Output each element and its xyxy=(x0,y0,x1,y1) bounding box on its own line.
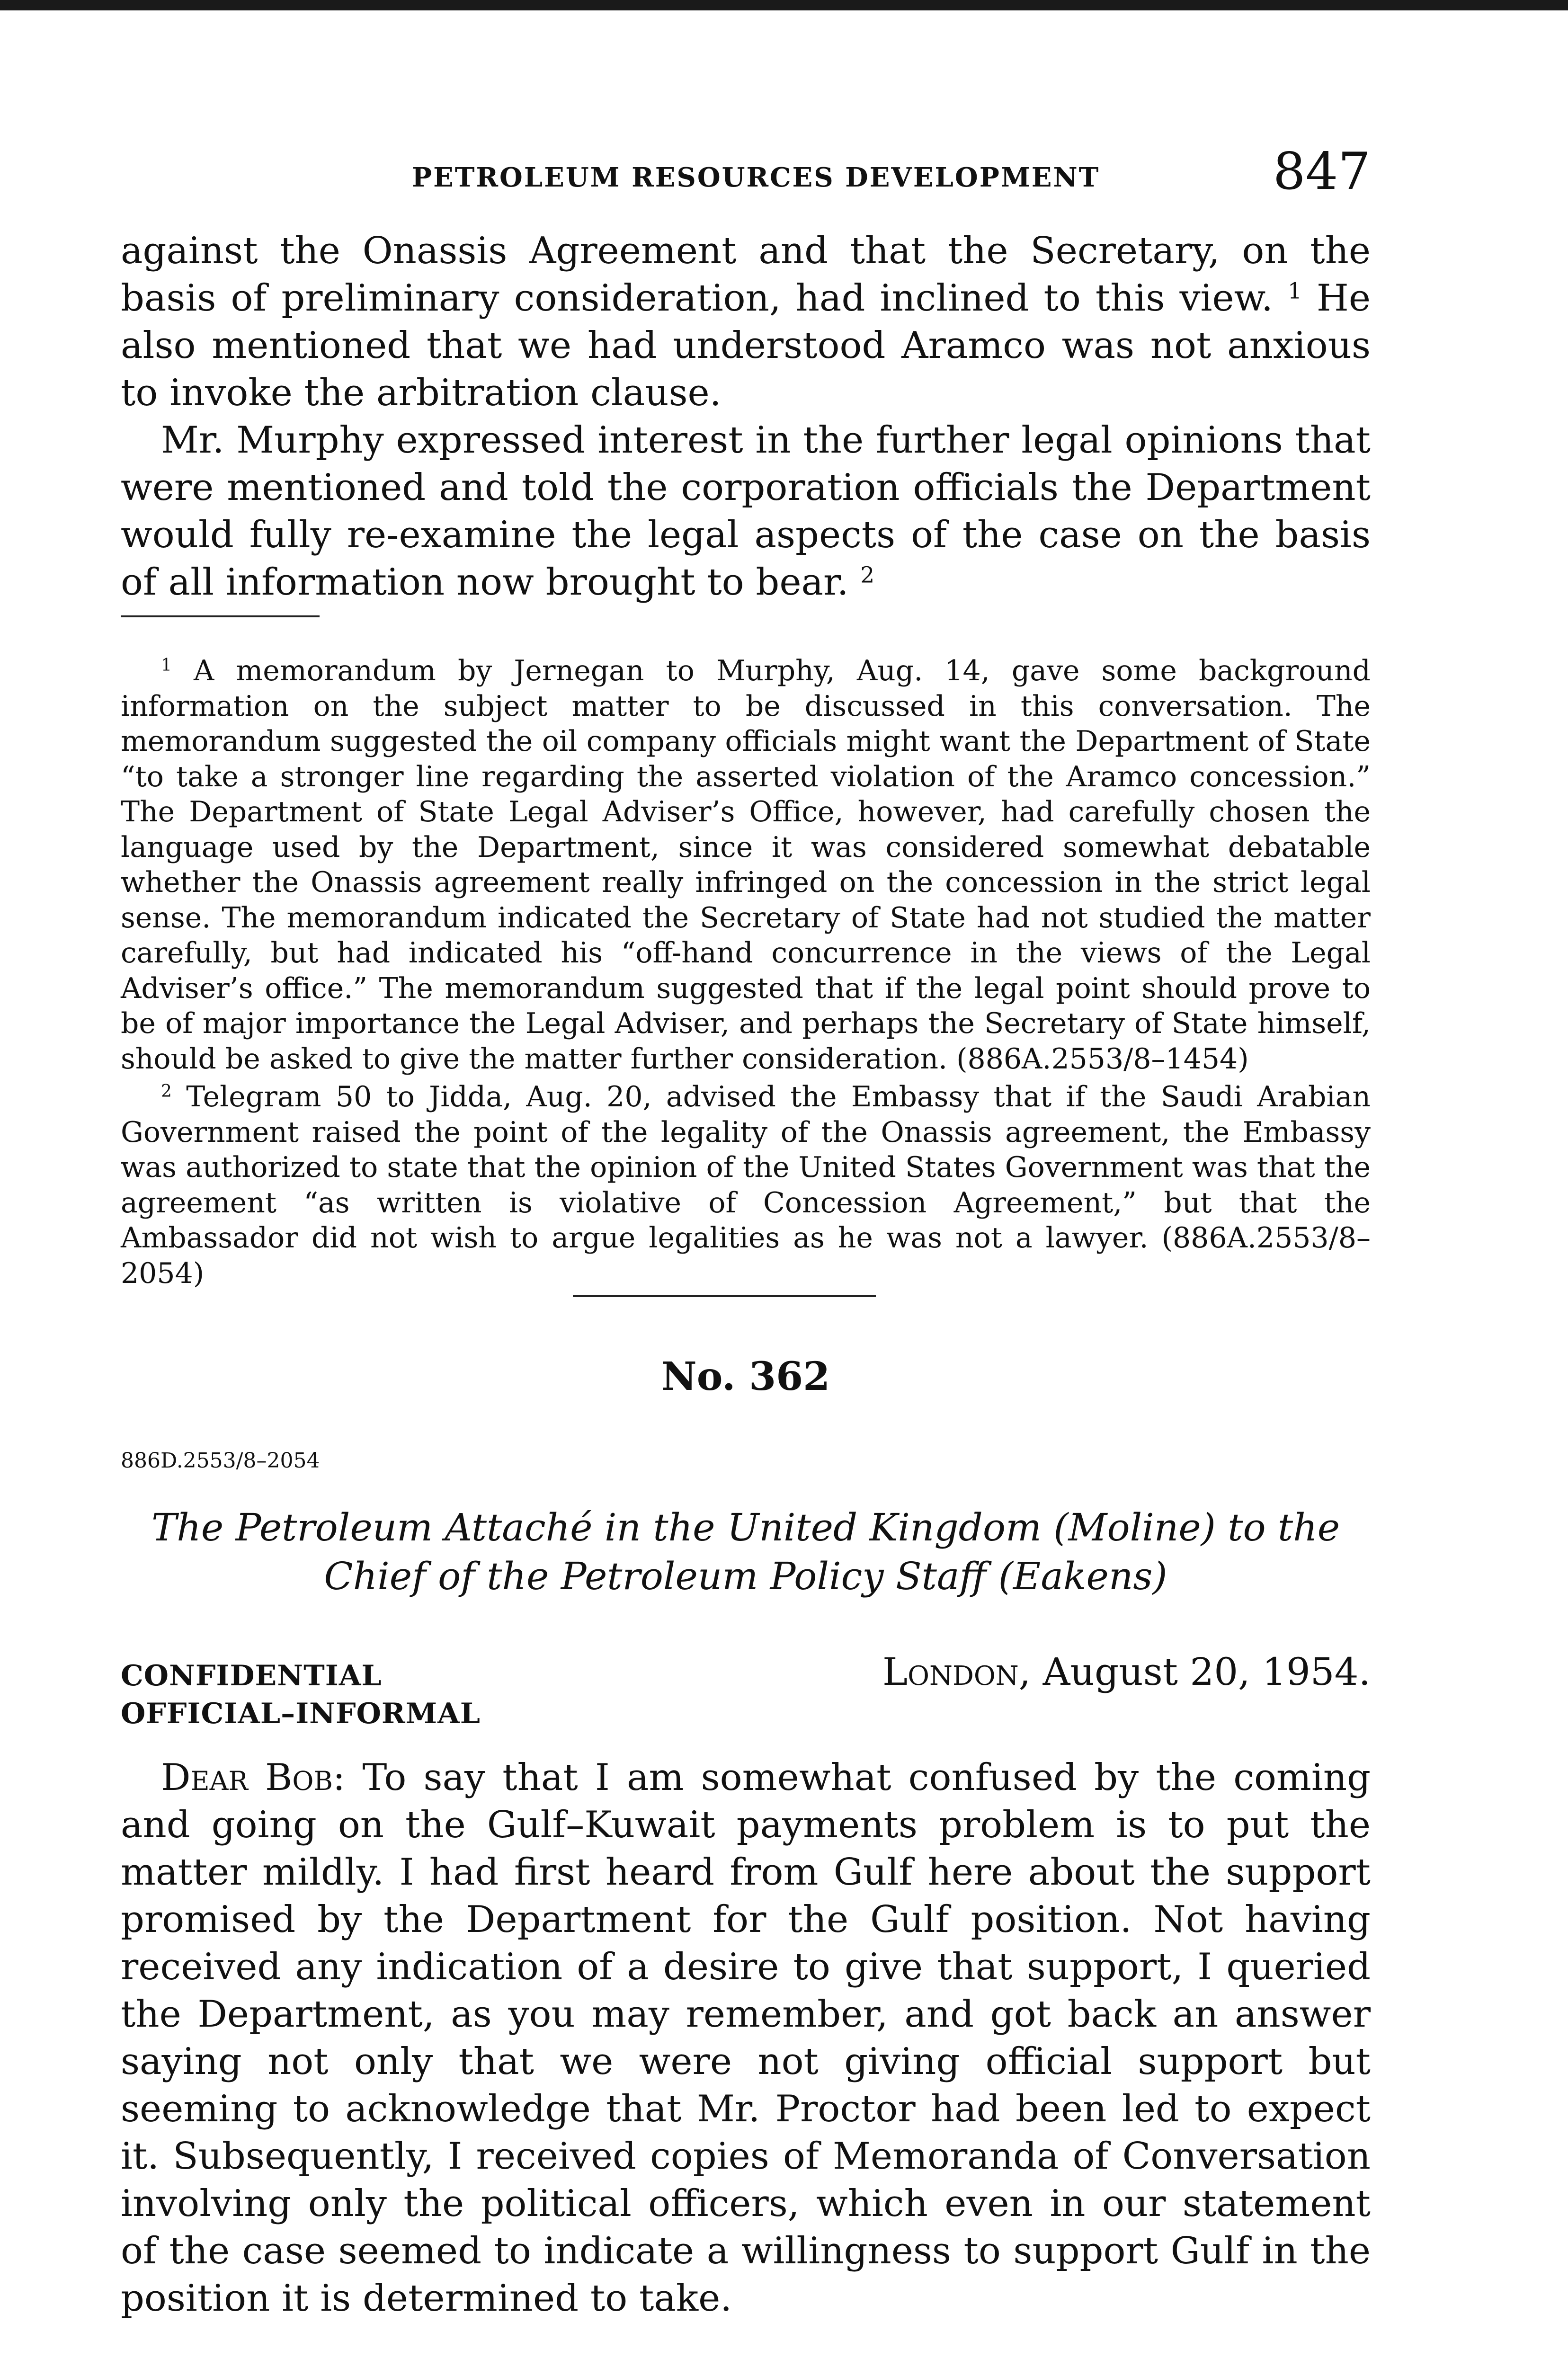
footnote xyxy=(121,653,1371,1077)
classification-label: OFFICIAL–INFORMAL xyxy=(121,1697,481,1730)
document-heading xyxy=(121,1503,1371,1601)
file-reference: 886D.2553/8–2054 xyxy=(121,1449,320,1473)
salutation: Dear Bob xyxy=(161,1756,333,1799)
running-title: PETROLEUM RESOURCES DEVELOPMENT xyxy=(412,162,1100,193)
footnote-separator xyxy=(121,615,320,617)
section-divider xyxy=(573,1295,876,1297)
body-paragraph xyxy=(121,227,1371,417)
heading-line: Chief of the Petroleum Policy Staff (Eakens) xyxy=(324,1554,1167,1598)
heading-line: The Petroleum Attaché in the United Kingdom (Moline) to the xyxy=(151,1505,1340,1549)
body-paragraph xyxy=(121,417,1371,606)
footnote-number: 2 xyxy=(161,1082,172,1102)
document-number: No. 362 xyxy=(661,1354,830,1399)
footnote-marker: 1 xyxy=(1288,278,1302,304)
letter-body xyxy=(121,1754,1371,2322)
document-page xyxy=(121,0,1371,2367)
footnote-number: 1 xyxy=(161,656,172,676)
footnote-text: A memorandum by Jernegan to Murphy, Aug. 14, gave some background information on the subject matter to be discussed in this conversation. The memorandum suggested the oil company officials might want the Department of State “to take a stronger line regarding the asserted violation of the Aramco concession.” The Department of State Legal Adviser’s Office, however, had carefully chosen the language used by the Department, since it was considered somewhat debatable whether the Onassis agreement really infringed on the concession in the strict legal sense. The memorandum indicated the Secretary of State had not studied the matter carefully, but had indicated his “off-hand concurrence in the views of the Legal Adviser’s office.” The memorandum suggested that if the legal point should prove to be of major importance the Legal Adviser, and perhaps the Secretary of State himself, should be asked to give the matter further consideration. (886A.2553/8–1454) xyxy=(121,654,1371,1076)
paragraph-text: He also mentioned that we had understood Aramco was not anxious to invoke the arbitration clause. xyxy=(121,277,1371,414)
running-head xyxy=(121,142,1371,204)
footnote-marker: 2 xyxy=(860,562,875,588)
dateline xyxy=(882,1650,1371,1694)
page-number: 847 xyxy=(1273,142,1371,201)
classification-block xyxy=(121,1657,481,1733)
letter-text: : To say that I am somewhat confused by the coming and going on the Gulf–Kuwait payments problem is to put the matter mildly. I had first heard from Gulf here about the support promised by the Department for the Gulf position. Not having received any indication of a desire to give that support, I queried the Department, as you may remember, and got back an answer saying not only that we were not giving official support but seeming to acknowledge that Mr. Proctor had been led to expect it. Subsequently, I received copies of Memoranda of Conversation involving only the political officers, which even in our statement of the case seemed to indicate a willingness to support Gulf in the position it is determined to take. xyxy=(121,1756,1371,2320)
dateline-place: London xyxy=(882,1650,1019,1694)
classification-label: CONFIDENTIAL xyxy=(121,1659,382,1692)
footnote xyxy=(121,1079,1371,1291)
footnote-text: Telegram 50 to Jidda, Aug. 20, advised the Embassy that if the Saudi Arabian Government raised the point of the legality of the Onassis agreement, the Embassy was authorized to state that the opinion of the United States Government was that the agreement “as written is violative of Concession Agreement,” but that the Ambassador did not wish to argue legalities as he was not a lawyer. (886A.2553/8–2054) xyxy=(121,1080,1371,1290)
paragraph-text: Mr. Murphy expressed interest in the further legal opinions that were mentioned and told the corporation officials the Department would fully re-examine the legal aspects of the case on the basis of all information now brought to bear. xyxy=(121,419,1371,604)
dateline-date: , August 20, 1954. xyxy=(1018,1650,1371,1694)
paragraph-text: against the Onassis Agreement and that the Secretary, on the basis of preliminary consideration, had inclined to this view. xyxy=(121,230,1371,320)
